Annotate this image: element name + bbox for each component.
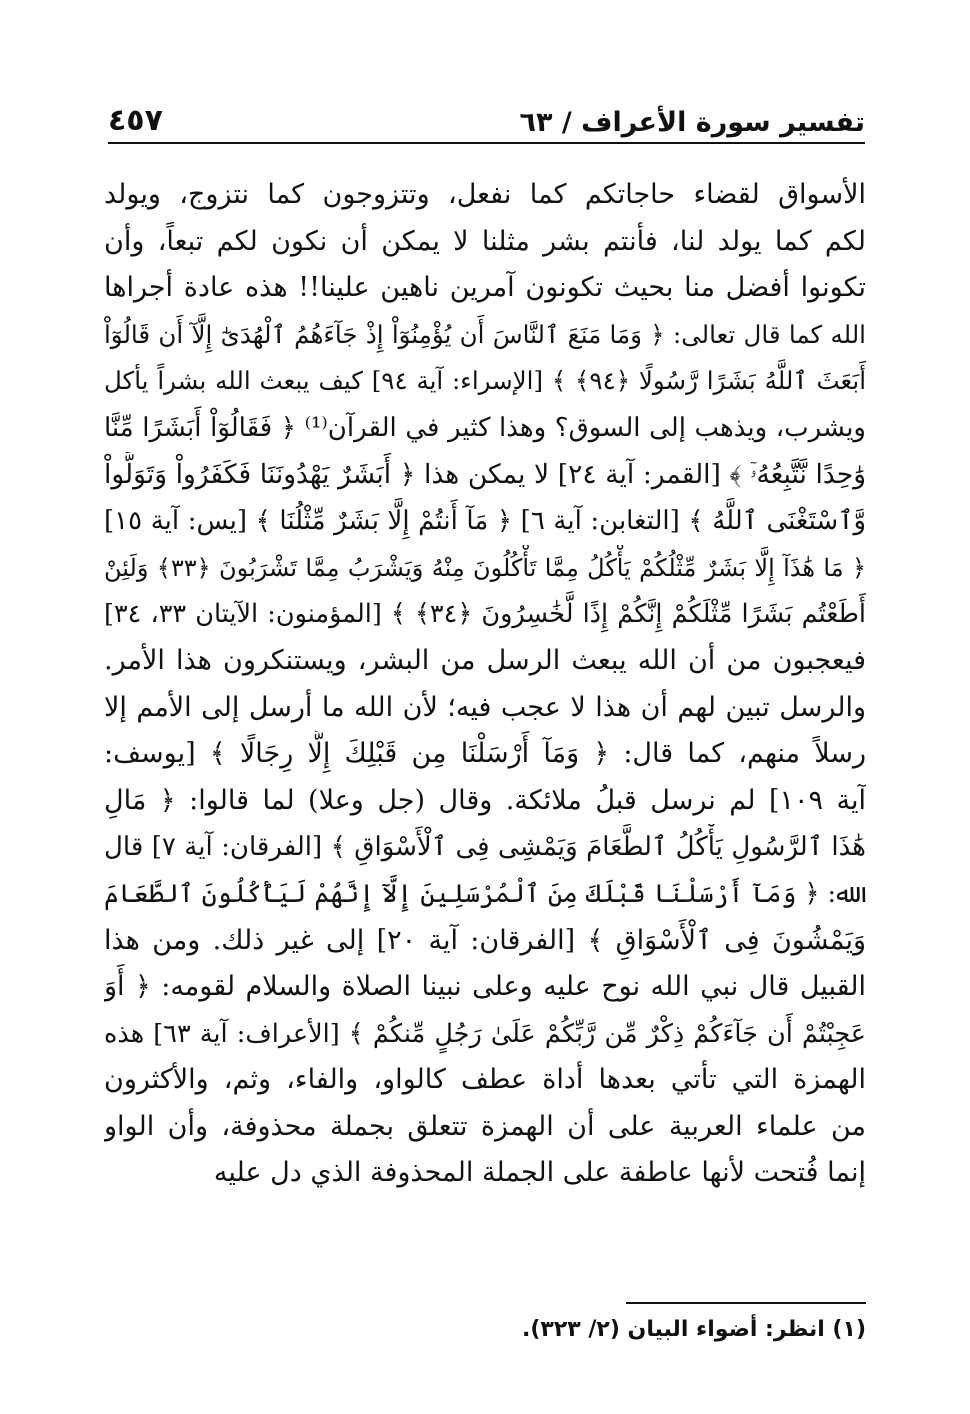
body-line: عَجِبْتُمْ أَن جَآءَكُمْ ذِكْرٌ مِّن رَّبِّكُمْ عَلَىٰ رَجُلٍ مِّنكُمْ ﴾ [الأعراف: آية ٦٣] هذه [104,1018,866,1049]
body-line: أَطَعْتُم بَشَرًا مِّثْلَكُمْ إِنَّكُمْ إِذًا لَّخَٰسِرُونَ ﴿٣٤﴾ ﴾ [المؤمنون: الآيتان ٣٣، ٣٤] [104,599,866,630]
body-line: القبيل قال نبي الله نوح عليه وعلى نبينا الصلاة والسلام لقومه: ﴿ أَوَ [104,971,866,1003]
page-header [108,98,865,144]
body-line: من علماء العربية على أن الهمزة تتعلق بجملة محذوفة، وأن الواو [104,1110,866,1142]
body-line: والرسل تبين لهم أن هذا لا عجب فيه؛ لأن الله ما أرسل إلى الأمم إلا [104,691,866,723]
body-line: الله كما قال تعالى: ﴿ وَمَا مَنَعَ ٱلنَّاسَ أَن يُؤْمِنُوٓاْ إِذْ جَآءَهُمُ ٱلْهُدَىٰٓ إِلَّآ أَن قَالُوٓاْ [104,319,866,349]
body-line: وَٰحِدًا نَّتَّبِعُهُۥٓ ﴾ [القمر: آية ٢٤] لا يمكن هذا ﴿ أَبَشَرٌ يَهْدُونَنَا فَكَفَرُواْ وَتَوَلَّواْ [104,458,866,490]
body-line: الله: ﴿ وَمَآ أَرْسَلْنَا قَبْلَكَ مِنَ ٱلْمُرْسَلِينَ إِلَّآ إِنَّهُمْ لَيَأْكُلُونَ ٱلطَّعَامَ [104,878,866,909]
page-number: ٤٥٧ [108,103,163,138]
body-text [104,172,866,1197]
body-line: آية ١٠٩] لم نرسل قبلُ ملائكة. وقال (جل وعلا) لما قالوا: ﴿ مَالِ [104,784,866,816]
body-line: ﴿ مَا هَٰذَآ إِلَّا بَشَرٌ مِّثْلُكُمْ يَأْكُلُ مِمَّا تَأْكُلُونَ مِنْهُ وَيَشْرَبُ مِمَّا تَشْرَبُونَ ﴿٣٣﴾ وَلَئِنْ [104,553,866,582]
body-line: ويشرب، ويذهب إلى السوق؟ وهذا كثير في القرآن⁽¹⁾ ﴿ فَقَالُوٓاْ أَبَشَرًا مِّنَّا [104,412,866,443]
body-line: هَٰذَا ٱلرَّسُولِ يَأْكُلُ ٱلطَّعَامَ وَيَمْشِى فِى ٱلْأَسْوَاقِ ﴾ [الفرقان: آية ٧] قال [104,832,866,863]
body-line: تكونوا أفضل منا بحيث تكونون آمرين ناهين علينا!! هذه عادة أجراها [104,272,866,304]
footnote: (١) انظر: أضواء البيان (٢/ ٣٢٣). [521,1317,866,1342]
footnote-divider [626,1302,866,1304]
body-line: فيعجبون من أن الله يبعث الرسل من البشر، ويستنكرون هذا الأمر. [104,644,866,676]
body-line: وَيَمْشُونَ فِى ٱلْأَسْوَاقِ ﴾ [الفرقان: آية ٢٠] إلى غير ذلك. ومن هذا [104,924,866,956]
running-title: تفسير سورة الأعراف / ٦٣ [519,107,865,138]
body-line: وَّٱسْتَغْنَى ٱللَّهُ ﴾ [التغابن: آية ٦] ﴿ مَآ أَنتُمْ إِلَّا بَشَرٌ مِّثْلُنَا ﴾ [يس: آية ١٥] [104,506,866,537]
body-line: أَبَعَثَ ٱللَّهُ بَشَرًا رَّسُولًا ﴿٩٤﴾ ﴾ [الإسراء: آية ٩٤] كيف يبعث الله بشراً يأكل [104,366,866,396]
body-line: رسلاً منهم، كما قال: ﴿ وَمَآ أَرْسَلْنَا مِن قَبْلِكَ إِلَّا رِجَالًا ﴾ [يوسف: [104,738,866,770]
body-line: الأسواق لقضاء حاجاتكم كما نفعل، وتتزوجون كما نتزوج، ويولد [104,179,866,210]
body-line: لكم كما يولد لنا، فأنتم بشر مثلنا لا يمكن أن نكون لكم تبعاً، وأن [104,225,866,257]
body-line: إنما فُتحت لأنها عاطفة على الجملة المحذوفة الذي دل عليه [213,1157,866,1189]
body-line: الهمزة التي تأتي بعدها أداة عطف كالواو، والفاء، وثم، والأكثرون [104,1064,866,1096]
